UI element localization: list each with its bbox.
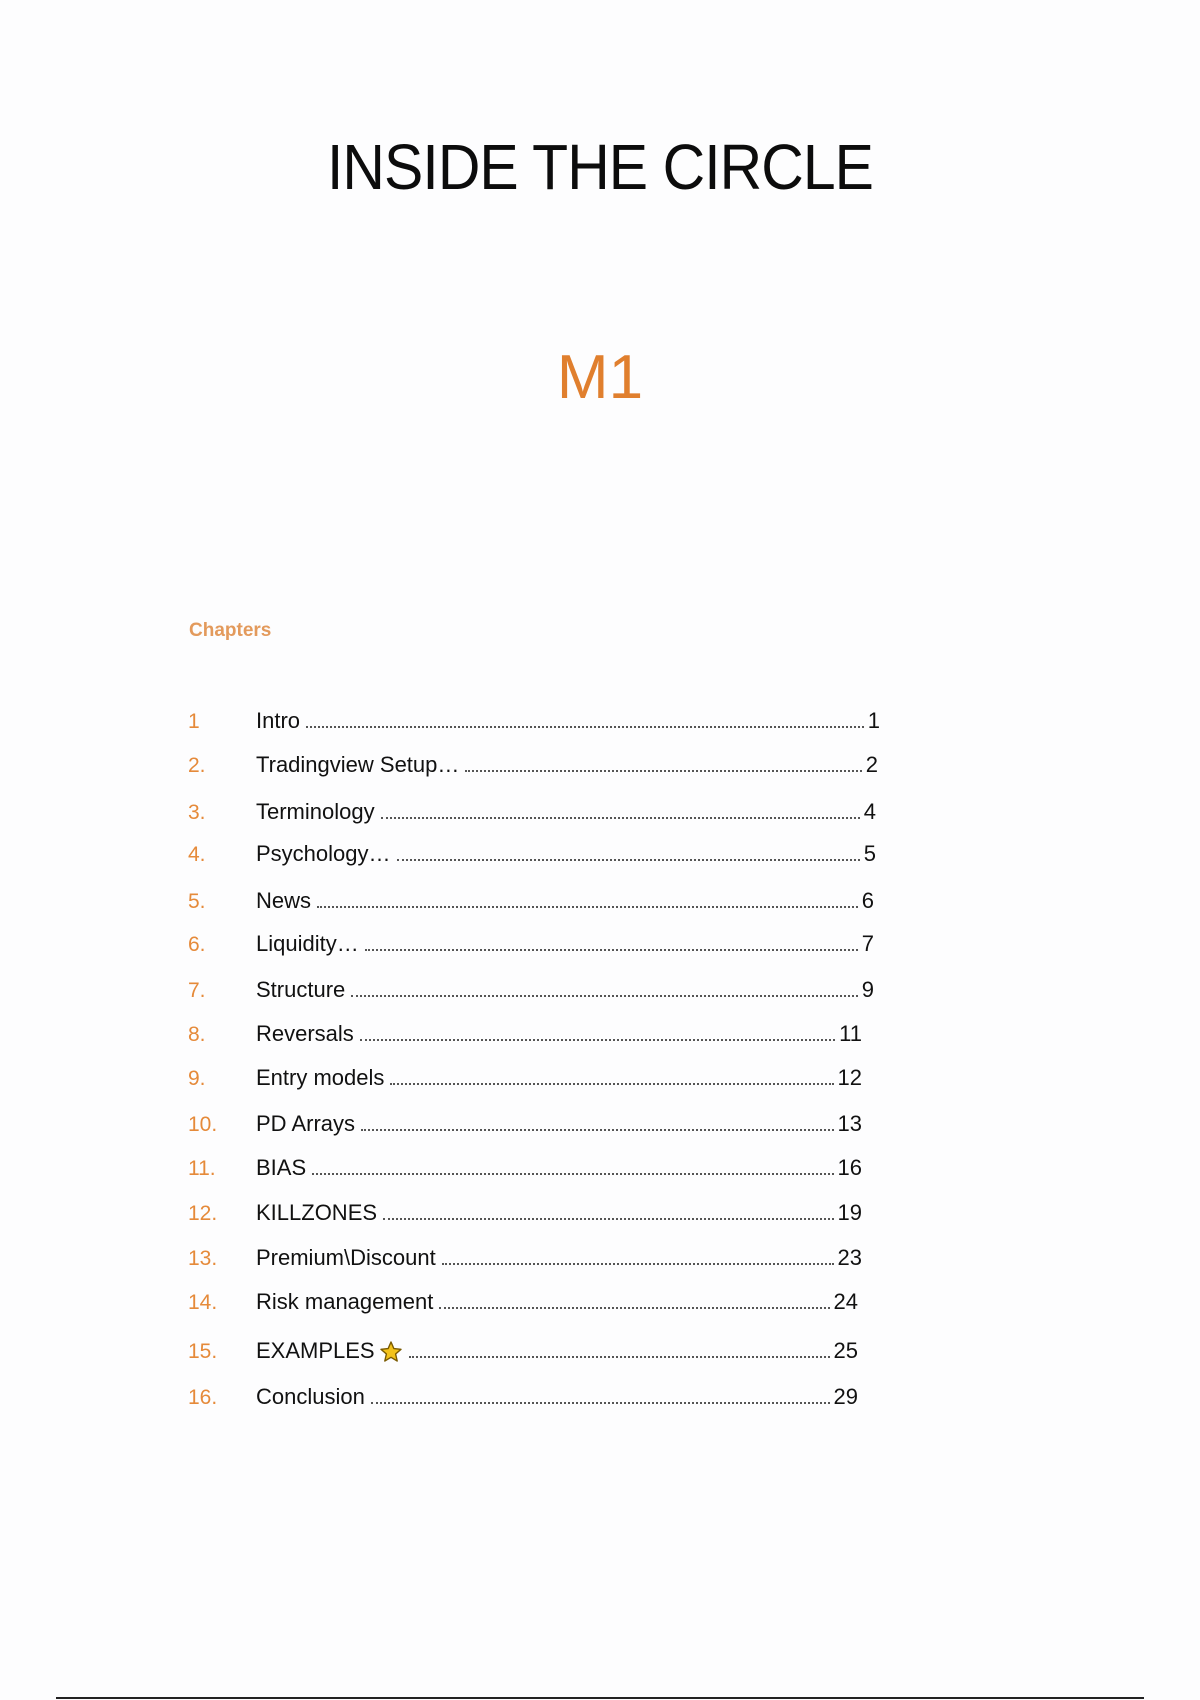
toc-page-number: 23 xyxy=(837,1245,862,1270)
toc-entry-reversals[interactable] xyxy=(188,1013,862,1047)
toc-leader xyxy=(351,994,857,997)
toc-number: 6. xyxy=(188,933,206,956)
toc-title: Liquidity… xyxy=(256,931,359,956)
toc-page-number: 12 xyxy=(837,1065,862,1090)
toc-page-number: 1 xyxy=(867,708,880,733)
toc-page-number: 9 xyxy=(861,977,874,1002)
toc-leader xyxy=(306,725,864,728)
toc-title: Psychology… xyxy=(256,841,391,866)
toc-leader xyxy=(365,948,858,951)
toc-leader xyxy=(465,769,861,772)
toc-number: 1 xyxy=(188,710,200,733)
toc-leader xyxy=(381,816,860,819)
toc-page-number: 19 xyxy=(837,1200,862,1225)
toc-leader xyxy=(371,1401,830,1404)
toc-entry-tradingview-setup[interactable] xyxy=(188,744,878,778)
toc-page-number: 24 xyxy=(833,1289,858,1314)
toc-number: 8. xyxy=(188,1023,206,1046)
toc-title: Risk management xyxy=(256,1289,434,1314)
toc-leader xyxy=(442,1262,834,1265)
toc-title: Premium\Discount xyxy=(256,1245,436,1270)
toc-entry-news[interactable] xyxy=(188,880,874,914)
toc-title: Entry models xyxy=(256,1065,385,1090)
toc-title: Reversals xyxy=(256,1021,354,1046)
toc-title: Tradingview Setup… xyxy=(256,752,460,777)
toc-leader xyxy=(383,1217,833,1220)
toc-page-number: 29 xyxy=(833,1384,858,1409)
toc-page-number: 13 xyxy=(837,1111,862,1136)
toc-entry-psychology[interactable] xyxy=(188,833,876,867)
toc-leader xyxy=(409,1355,830,1358)
chapters-heading: Chapters xyxy=(189,620,272,641)
toc-number: 12. xyxy=(188,1202,218,1225)
toc-title: Conclusion xyxy=(256,1384,365,1409)
toc-number: 2. xyxy=(188,754,206,777)
toc-number: 13. xyxy=(188,1247,218,1270)
toc-page-number: 16 xyxy=(837,1155,862,1180)
toc-leader xyxy=(360,1038,835,1041)
footer-rule xyxy=(56,1697,1144,1699)
toc-entry-bias[interactable] xyxy=(188,1147,862,1181)
toc-entry-conclusion[interactable] xyxy=(188,1376,858,1410)
toc-number: 5. xyxy=(188,890,206,913)
toc-leader xyxy=(397,858,860,861)
toc-number: 15. xyxy=(188,1340,218,1363)
toc-title: KILLZONES xyxy=(256,1200,378,1225)
toc-number: 3. xyxy=(188,801,206,824)
toc-number: 11. xyxy=(188,1157,216,1180)
toc-leader xyxy=(439,1306,829,1309)
toc-entry-risk-management[interactable] xyxy=(188,1281,858,1315)
toc-entry-structure[interactable] xyxy=(188,969,874,1003)
toc-title: PD Arrays xyxy=(256,1111,356,1136)
toc-number: 10. xyxy=(188,1113,218,1136)
toc-entry-killzones[interactable] xyxy=(188,1192,862,1226)
toc-page-number: 6 xyxy=(861,888,874,913)
toc-page-number: 11 xyxy=(839,1021,862,1046)
toc-page-number: 4 xyxy=(863,799,876,824)
toc-title: Intro xyxy=(256,708,301,733)
toc-entry-liquidity[interactable] xyxy=(188,923,874,957)
toc-entry-premium-discount[interactable] xyxy=(188,1237,862,1271)
toc-leader xyxy=(390,1082,833,1085)
toc-entry-pd-arrays[interactable] xyxy=(188,1103,862,1137)
toc-title: Terminology xyxy=(256,799,375,824)
document-subtitle: M1 xyxy=(556,343,644,412)
toc-page-number: 7 xyxy=(861,931,874,956)
toc-page-number: 25 xyxy=(833,1338,858,1363)
toc-entry-examples[interactable] xyxy=(188,1330,858,1364)
toc-number: 9. xyxy=(188,1067,206,1090)
toc-number: 16. xyxy=(188,1386,218,1409)
toc-title: Structure xyxy=(256,977,346,1002)
toc-page-number: 2 xyxy=(865,752,878,777)
document-title: INSIDE THE CIRCLE xyxy=(326,131,874,203)
toc-leader xyxy=(312,1172,833,1175)
star-icon xyxy=(379,1340,403,1364)
toc-title: BIAS xyxy=(256,1155,307,1180)
toc-number: 7. xyxy=(188,979,206,1002)
toc-entry-entry-models[interactable] xyxy=(188,1057,862,1091)
toc-leader xyxy=(317,905,858,908)
toc-leader xyxy=(361,1128,833,1131)
toc-entry-intro[interactable] xyxy=(188,700,880,734)
toc-number: 4. xyxy=(188,843,206,866)
toc-title: News xyxy=(256,888,312,913)
toc-number: 14. xyxy=(188,1291,218,1314)
toc-page-number: 5 xyxy=(863,841,876,866)
toc-entry-terminology[interactable] xyxy=(188,791,876,825)
toc-title: EXAMPLES xyxy=(256,1338,375,1363)
